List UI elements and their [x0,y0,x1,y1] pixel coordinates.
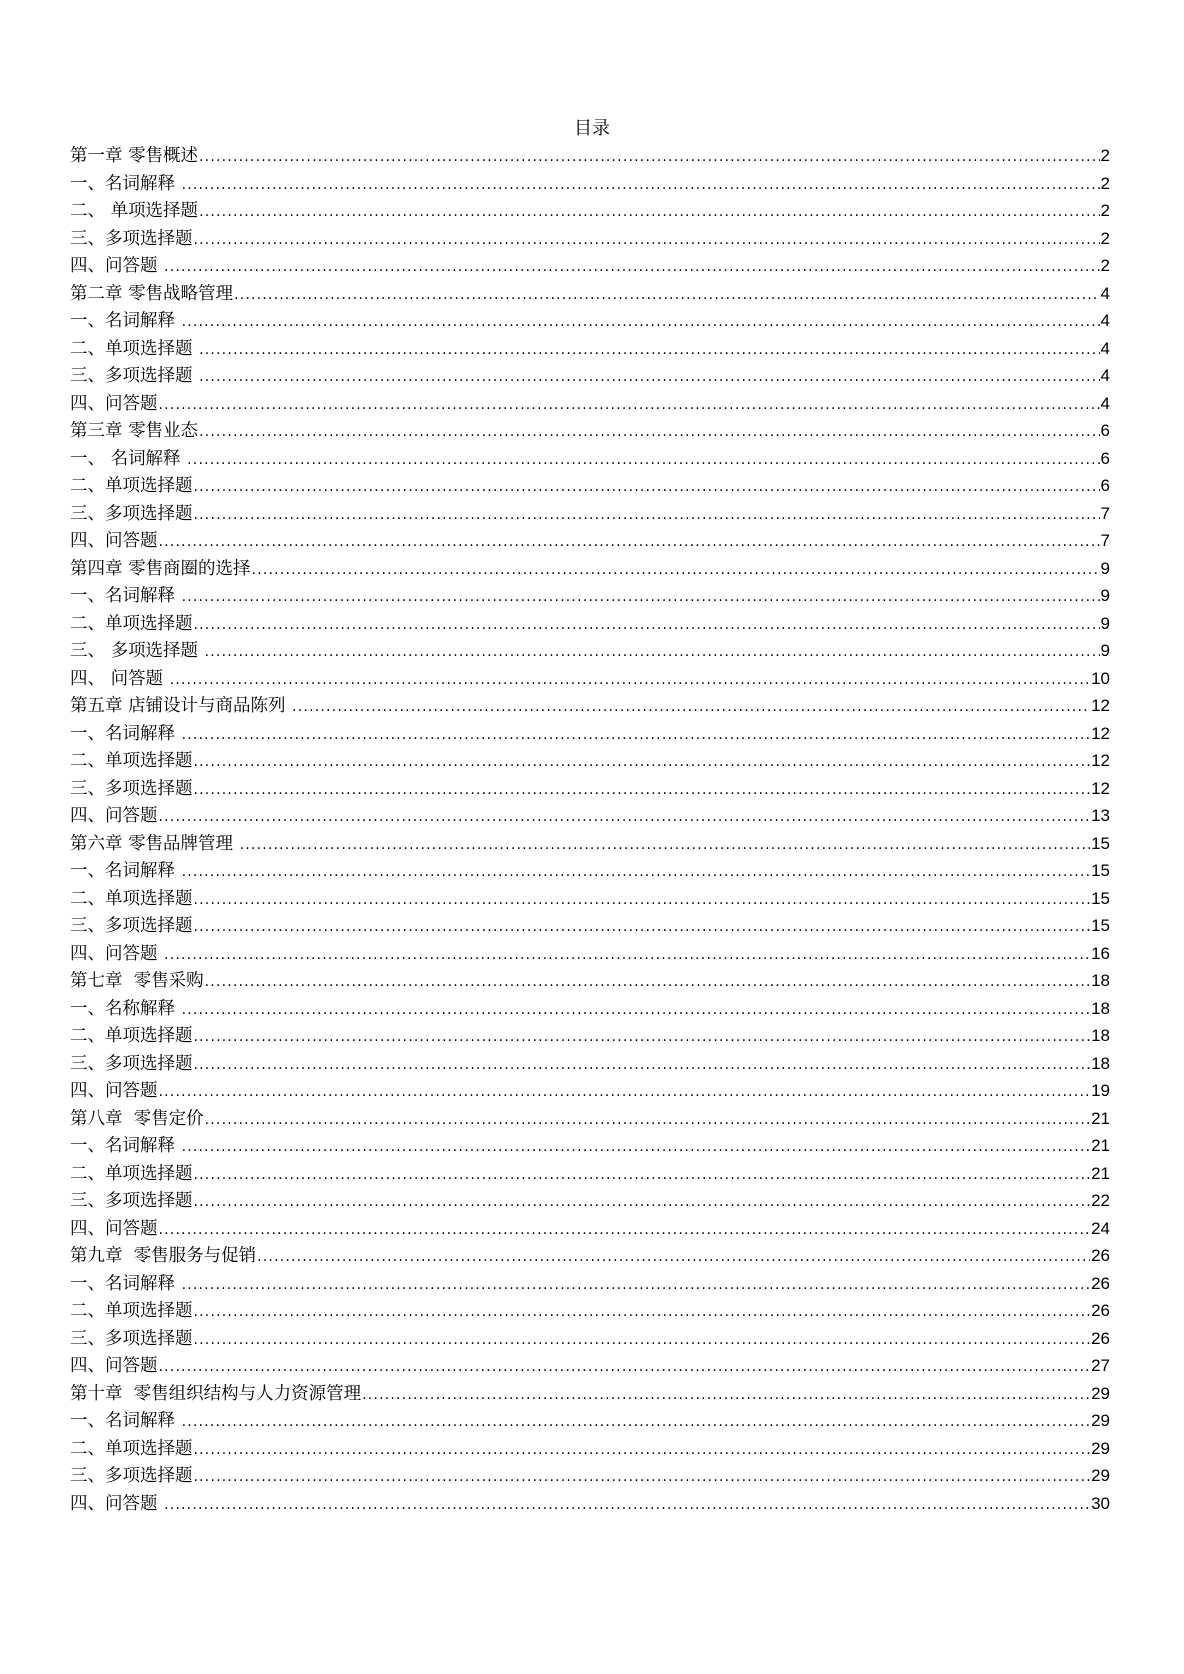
toc-page-number: 4 [1100,366,1110,385]
toc-dot-leader [194,1024,1091,1052]
toc-dot-leader [194,777,1091,805]
toc-section-entry[interactable] [70,1132,1110,1160]
toc-chapter-entry[interactable] [70,1105,1110,1133]
toc-chapter-entry[interactable] [70,280,1110,308]
toc-entry-label: 第五章 店铺设计与商品陈列 [70,696,292,716]
toc-section-entry[interactable] [70,775,1110,803]
toc-entry-label: 四、问答题 [70,1356,158,1376]
toc-entry-label: 四、问答题 [70,1218,158,1239]
toc-page-number: 12 [1091,723,1110,743]
toc-dot-leader [199,337,1099,365]
toc-page-number: 2 [1100,228,1110,248]
toc-dot-leader [159,804,1091,832]
toc-page-number: 12 [1091,696,1110,715]
toc-page-number: 7 [1100,531,1110,550]
toc-dot-leader [194,887,1091,915]
toc-dot-leader [240,832,1090,860]
toc-page-number: 9 [1100,586,1110,605]
toc-entry-label: 一、 名词解释 [70,448,187,469]
toc-page-number: 22 [1091,1191,1110,1210]
toc-page-number: 18 [1091,998,1110,1018]
toc-dot-leader [199,419,1099,447]
toc-section-entry[interactable] [70,445,1110,473]
toc-chapter-entry[interactable] [70,967,1110,995]
toc-dot-leader [194,1299,1091,1327]
toc-entry-label: 二、 单项选择题 [70,201,199,221]
toc-chapter-entry[interactable] [70,830,1110,858]
toc-entry-label: 四、问答题 [70,393,158,414]
toc-section-entry[interactable] [70,1352,1110,1380]
toc-entry-label: 二、单项选择题 [70,1163,193,1184]
toc-section-entry[interactable] [70,1270,1110,1298]
toc-page-number: 18 [1091,971,1110,990]
toc-dot-leader [194,227,1100,255]
toc-entry-label: 第九章 零售服务与促销 [70,1246,257,1266]
toc-entry-label: 三、多项选择题 [70,503,193,524]
toc-section-entry[interactable] [70,362,1110,390]
toc-dot-leader [182,1272,1091,1300]
toc-dot-leader [170,667,1090,695]
toc-entry-label: 第七章 零售采购 [70,971,204,991]
toc-entry-label: 二、单项选择题 [70,1301,193,1321]
toc-entry-label: 三、多项选择题 [70,366,199,386]
toc-entry-label: 第一章 零售概述 [70,146,199,166]
toc-dot-leader [194,1162,1091,1190]
toc-entry-label: 第四章 零售商圈的选择 [70,558,251,579]
toc-entry-label: 四、问答题 [70,1081,158,1101]
toc-page-number: 21 [1091,1136,1110,1155]
toc-page-number: 12 [1091,751,1110,770]
toc-entry-label: 三、多项选择题 [70,916,193,936]
toc-section-entry[interactable] [70,170,1110,198]
toc-page-number: 29 [1091,1411,1110,1430]
toc-section-entry[interactable] [70,940,1110,968]
toc-entry-label: 二、单项选择题 [70,338,199,359]
toc-page-number: 2 [1100,256,1110,275]
toc-section-entry[interactable] [70,1022,1110,1050]
toc-chapter-entry[interactable] [70,417,1110,445]
toc-chapter-entry[interactable] [70,692,1110,720]
toc-page-number: 9 [1100,641,1110,660]
toc-dot-leader [164,1492,1090,1520]
toc-page-number: 6 [1100,448,1110,468]
toc-page-number: 2 [1100,201,1110,220]
toc-dot-leader [159,1217,1091,1245]
toc-page-number: 16 [1091,943,1110,963]
toc-entry-label: 一、名词解释 [70,1136,181,1156]
toc-chapter-entry[interactable] [70,142,1110,170]
toc-section-entry[interactable] [70,1462,1110,1490]
toc-dot-leader [194,1189,1091,1217]
toc-dot-leader [182,172,1100,200]
toc-section-entry[interactable] [70,390,1110,418]
toc-dot-leader [194,1437,1091,1465]
toc-section-entry[interactable] [70,252,1110,280]
toc-page-number: 4 [1100,283,1110,303]
toc-page-number: 24 [1091,1218,1110,1238]
toc-dot-leader [187,447,1099,475]
toc-entry-label: 一、名词解释 [70,723,181,744]
toc-chapter-entry[interactable] [70,1242,1110,1270]
toc-dot-leader [159,1079,1091,1107]
toc-page-number: 13 [1091,806,1110,825]
toc-entry-label: 一、名词解释 [70,1411,181,1431]
toc-chapter-entry[interactable] [70,555,1110,583]
toc-entry-label: 三、多项选择题 [70,1191,193,1211]
toc-dot-leader [257,1244,1090,1272]
toc-dot-leader [362,1382,1090,1410]
toc-entry-label: 四、问答题 [70,806,158,826]
toc-page-number: 26 [1091,1301,1110,1320]
toc-entry-label: 四、问答题 [70,1493,164,1514]
toc-dot-leader [194,612,1100,640]
toc-section-entry[interactable] [70,582,1110,610]
toc-entry-label: 三、多项选择题 [70,778,193,799]
toc-page-number: 15 [1091,833,1110,853]
toc-section-entry[interactable] [70,1077,1110,1105]
toc-section-entry[interactable] [70,1325,1110,1353]
toc-section-entry[interactable] [70,747,1110,775]
toc-dot-leader [182,584,1100,612]
toc-page-number: 12 [1091,778,1110,798]
toc-page-number: 2 [1100,173,1110,193]
toc-section-entry[interactable] [70,527,1110,555]
toc-section-entry[interactable] [70,500,1110,528]
toc-dot-leader [205,1107,1090,1135]
toc-dot-leader [292,694,1090,722]
toc-section-entry[interactable] [70,1215,1110,1243]
toc-entry-label: 一、名词解释 [70,861,181,881]
toc-dot-leader [199,364,1099,392]
toc-entry-label: 三、 多项选择题 [70,641,204,661]
toc-dot-leader [194,502,1100,530]
toc-section-entry[interactable] [70,665,1110,693]
toc-page-number: 26 [1091,1328,1110,1348]
toc-entry-label: 二、单项选择题 [70,476,193,496]
toc-dot-leader [182,997,1091,1025]
toc-page-number: 15 [1091,916,1110,935]
toc-page-number: 26 [1091,1273,1110,1293]
toc-dot-leader [182,1409,1091,1437]
toc-entry-label: 三、多项选择题 [70,1466,193,1486]
toc-entry-label: 二、单项选择题 [70,888,193,909]
toc-entry-label: 一、名词解释 [70,1273,181,1294]
toc-section-entry[interactable] [70,1050,1110,1078]
toc-page-number: 29 [1091,1438,1110,1458]
toc-page-number: 9 [1100,558,1110,578]
toc-section-entry[interactable] [70,335,1110,363]
toc-dot-leader [182,859,1091,887]
toc-section-entry[interactable] [70,995,1110,1023]
toc-section-entry[interactable] [70,197,1110,225]
toc-page-number: 21 [1091,1163,1110,1183]
toc-entry-label: 三、多项选择题 [70,1053,193,1074]
toc-entry-label: 四、 问答题 [70,668,169,689]
toc-page-number: 10 [1091,668,1110,688]
toc-page-number: 6 [1100,476,1110,495]
toc-page-number: 4 [1100,311,1110,330]
toc-section-entry[interactable] [70,720,1110,748]
toc-entry-label: 三、多项选择题 [70,228,193,249]
toc-section-entry[interactable] [70,610,1110,638]
toc-dot-leader [199,199,1099,227]
toc-dot-leader [234,282,1099,310]
toc-entry-label: 第三章 零售业态 [70,421,199,441]
toc-dot-leader [205,969,1090,997]
toc-page-number: 21 [1091,1108,1110,1128]
toc-section-entry[interactable] [70,637,1110,665]
toc-page-number: 26 [1091,1246,1110,1265]
toc-dot-leader [252,557,1100,585]
toc-entry-label: 三、多项选择题 [70,1328,193,1349]
toc-section-entry[interactable] [70,1435,1110,1463]
toc-entry-label: 第十章 零售组织结构与人力资源管理 [70,1383,362,1404]
toc-entry-label: 一、名称解释 [70,998,181,1019]
toc-page-number: 29 [1091,1466,1110,1485]
toc-entry-label: 四、问答题 [70,531,158,551]
toc-chapter-entry[interactable] [70,1380,1110,1408]
toc-page-number: 2 [1100,146,1110,165]
toc-dot-leader [194,1464,1091,1492]
toc-section-entry[interactable] [70,802,1110,830]
toc-page-number: 15 [1091,888,1110,908]
toc-dot-leader [182,722,1091,750]
toc-dot-leader [159,529,1100,557]
toc-entry-label: 第六章 零售品牌管理 [70,833,239,854]
toc-page-number: 30 [1091,1493,1110,1513]
toc-dot-leader [164,254,1099,282]
toc-entry-label: 二、单项选择题 [70,1438,193,1459]
toc-page-number: 6 [1100,421,1110,440]
toc-dot-leader [159,1354,1091,1382]
toc-section-entry[interactable] [70,912,1110,940]
toc-dot-leader [194,1327,1091,1355]
toc-entry-label: 二、单项选择题 [70,1026,193,1046]
toc-dot-leader [205,639,1100,667]
toc-dot-leader [194,474,1100,502]
toc-entry-label: 四、问答题 [70,943,164,964]
toc-page-number: 18 [1091,1026,1110,1045]
toc-dot-leader [194,914,1091,942]
toc-entry-label: 第八章 零售定价 [70,1108,204,1129]
toc-dot-leader [199,144,1099,172]
toc-entry-label: 二、单项选择题 [70,613,193,634]
toc-section-entry[interactable] [70,857,1110,885]
toc-dot-leader [182,1134,1091,1162]
toc-page-number: 27 [1091,1356,1110,1375]
toc-section-entry[interactable] [70,1187,1110,1215]
toc-page-number: 4 [1100,393,1110,413]
toc-dot-leader [164,942,1090,970]
toc-dot-leader [194,1052,1091,1080]
toc-title: 目录 [574,118,610,139]
toc-page-number: 4 [1100,338,1110,358]
toc-entry-label: 一、名词解释 [70,586,181,606]
toc-page-number: 7 [1100,503,1110,523]
toc-section-entry[interactable] [70,1297,1110,1325]
toc-dot-leader [182,309,1100,337]
toc-section-entry[interactable] [70,307,1110,335]
toc-page-number: 9 [1100,613,1110,633]
toc-section-entry[interactable] [70,472,1110,500]
toc-page-number: 18 [1091,1053,1110,1073]
toc-entry-label: 四、问答题 [70,256,164,276]
toc-section-entry[interactable] [70,1407,1110,1435]
toc-section-entry[interactable] [70,225,1110,253]
toc-page-number: 15 [1091,861,1110,880]
toc-section-entry[interactable] [70,885,1110,913]
toc-page-number: 29 [1091,1383,1110,1403]
toc-dot-leader [159,392,1100,420]
toc-entry-label: 一、名词解释 [70,311,181,331]
toc-section-entry[interactable] [70,1490,1110,1518]
toc-dot-leader [194,749,1091,777]
toc-list [70,142,1110,1517]
toc-entry-label: 第二章 零售战略管理 [70,283,234,304]
toc-entry-label: 二、单项选择题 [70,751,193,771]
toc-page-number: 19 [1091,1081,1110,1100]
toc-section-entry[interactable] [70,1160,1110,1188]
toc-entry-label: 一、名词解释 [70,173,181,194]
